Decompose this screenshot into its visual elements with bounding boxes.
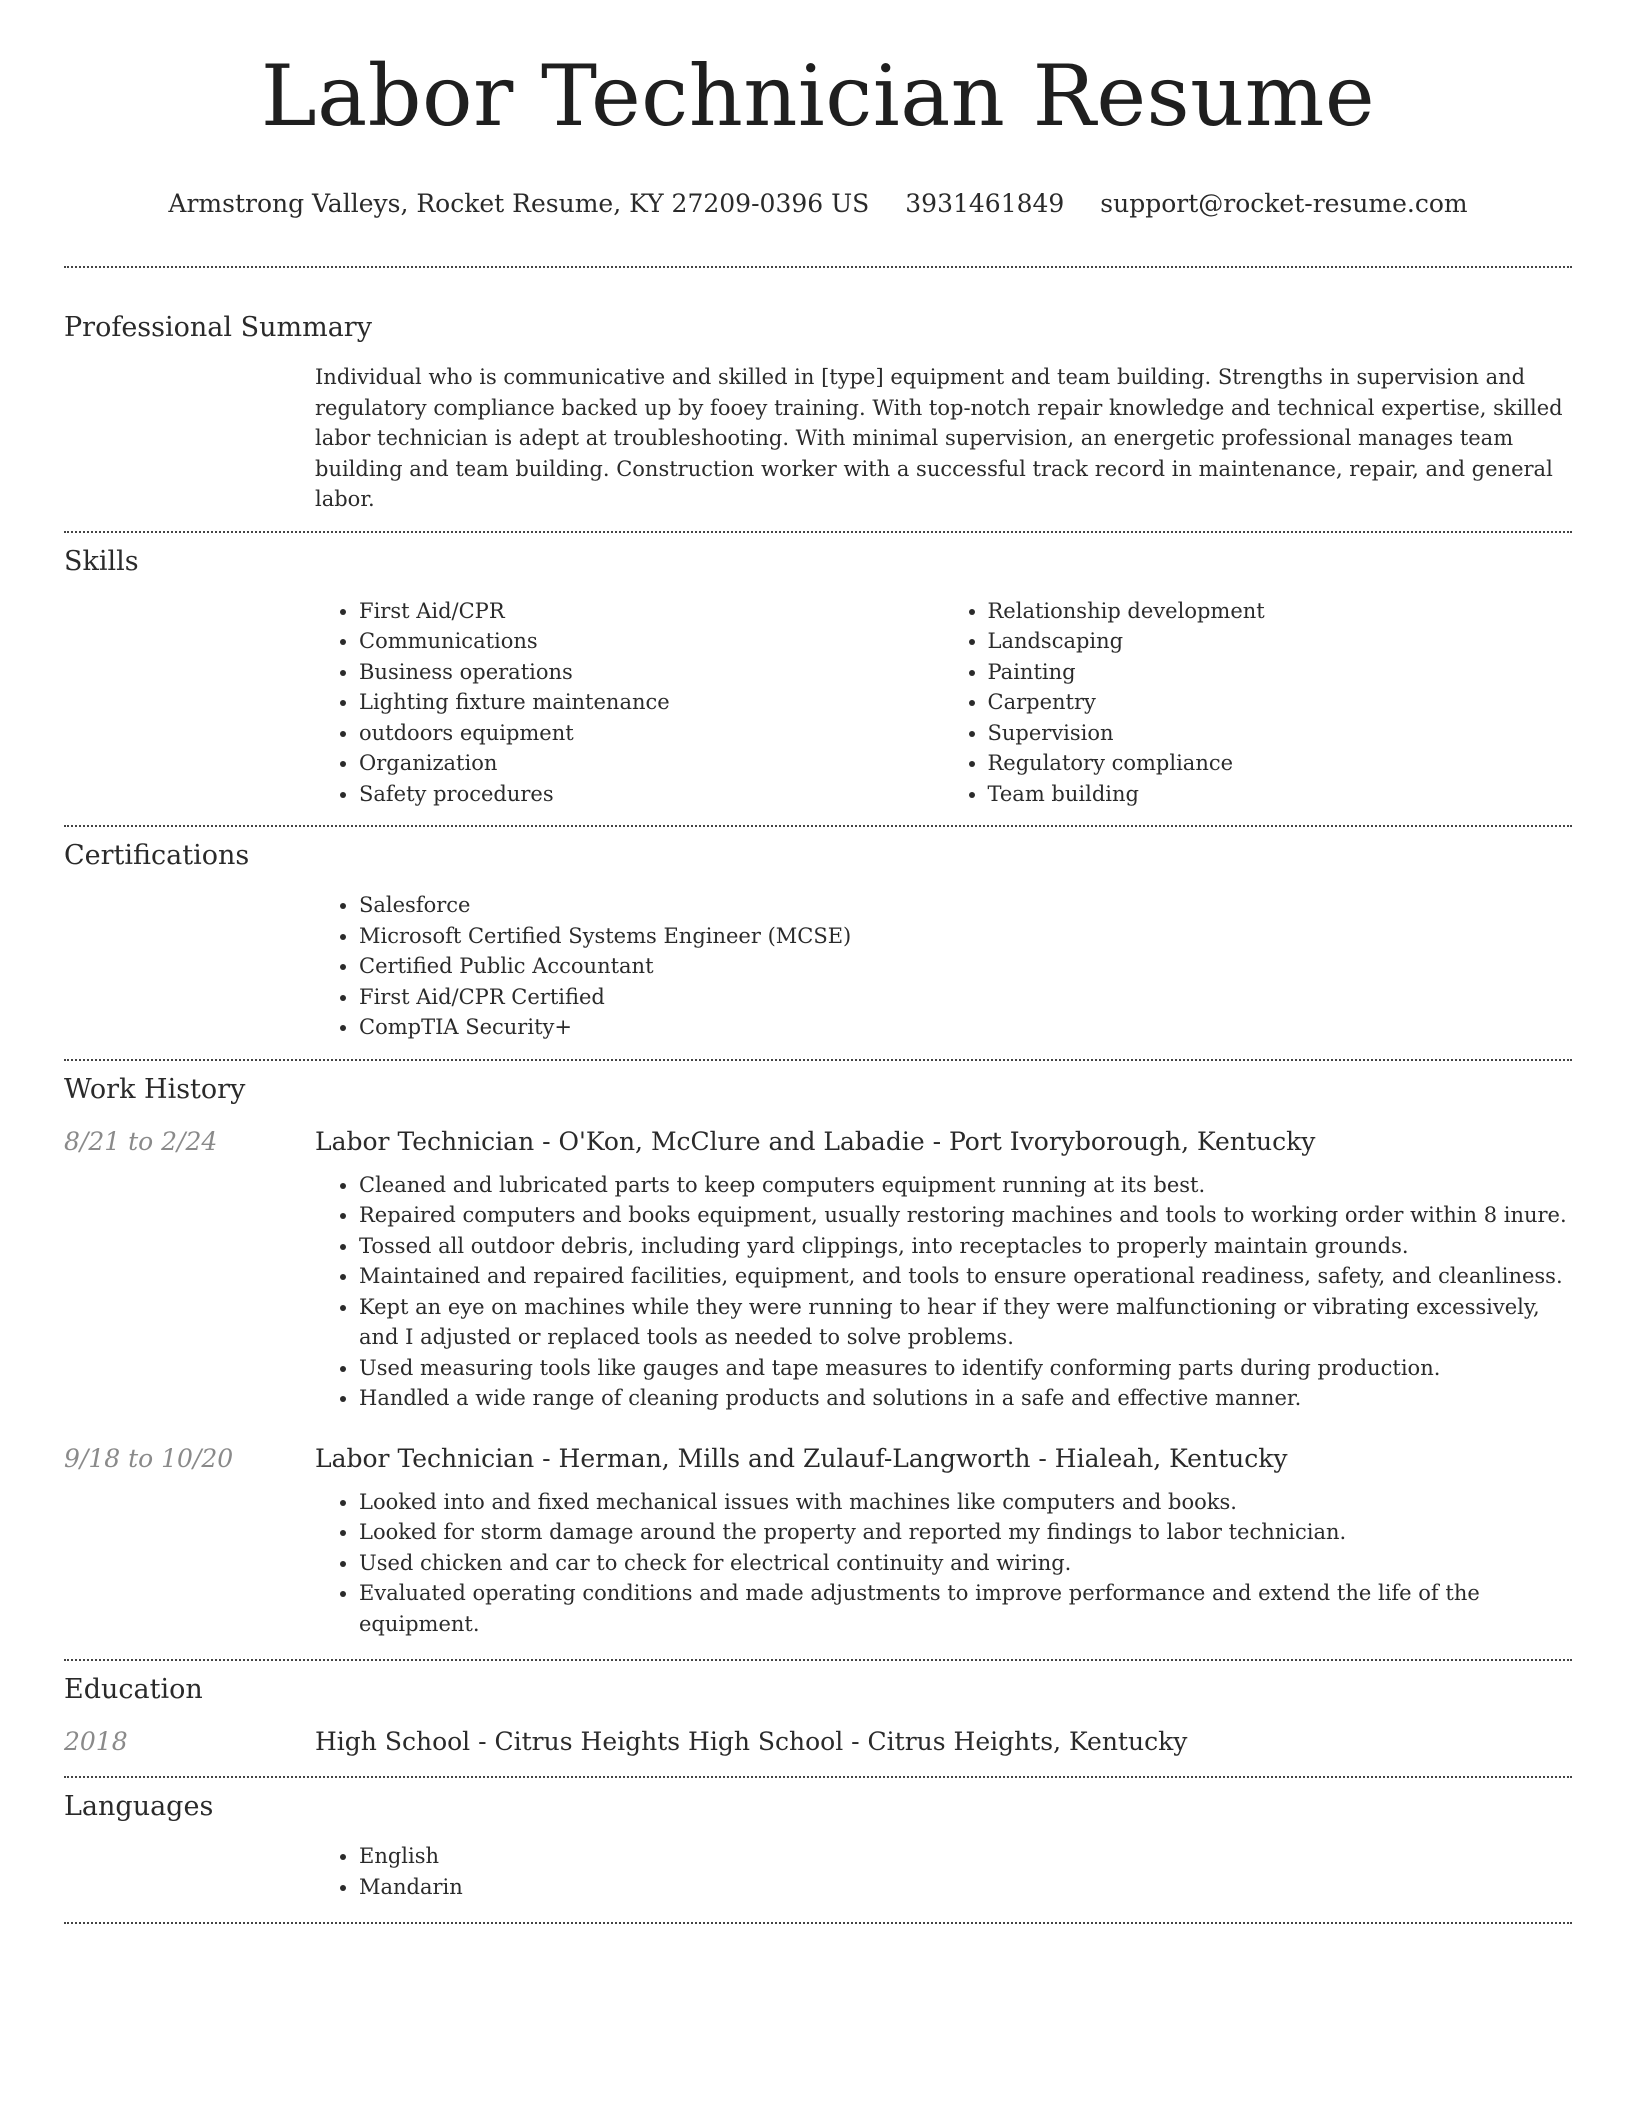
- contact-address: Armstrong Valleys, Rocket Resume, KY 27209-0396 US: [168, 189, 870, 218]
- divider: [64, 1776, 1572, 1778]
- job-title: Labor Technician - Herman, Mills and Zulauf-Langworth - Hialeah, Kentucky: [315, 1443, 1288, 1473]
- certification-item: • CompTIA Security+: [359, 1012, 1572, 1043]
- summary-text: Individual who is communicative and skilled in [type] equipment and team building. Strengths in supervision and regulatory compliance backed up by fooey training. With top-notch repair knowledge and technical expertise, skilled labor technician is adept at troubleshooting. With minimal supervision, an energetic professional manages team building and team building. Construction worker with a successful track record in maintenance, repair, and general labor.: [315, 365, 1563, 511]
- skill-item: • Business operations: [359, 657, 944, 688]
- job-bullet: • Kept an eye on machines while they were running to hear if they were malfunctioning or vibrating excessively, and I adjusted or replaced tools as needed to solve problems.: [359, 1292, 1572, 1353]
- job-bullet: • Maintained and repaired facilities, equipment, and tools to ensure operational readiness, safety, and cleanliness.: [359, 1261, 1572, 1292]
- job-bullet: • Looked for storm damage around the property and reported my findings to labor technician.: [359, 1517, 1572, 1548]
- skills-list-right: [944, 596, 1573, 810]
- certification-item: • Salesforce: [359, 890, 1572, 921]
- skill-item: • Team building: [988, 779, 1573, 810]
- job-bullet-list: [315, 1170, 1572, 1414]
- education-year: 2018: [64, 1727, 128, 1756]
- skill-item: • Carpentry: [988, 687, 1573, 718]
- divider: [64, 1922, 1572, 1924]
- divider: [64, 1059, 1572, 1061]
- education-heading: Education: [64, 1674, 203, 1705]
- job-header: [64, 1127, 1572, 1156]
- job-bullet: • Repaired computers and books equipment, usually restoring machines and tools to working order within 8 inure.: [359, 1200, 1572, 1231]
- job-bullet: • Cleaned and lubricated parts to keep computers equipment running at its best.: [359, 1170, 1572, 1201]
- summary-heading: Professional Summary: [64, 312, 372, 343]
- skill-item: • Supervision: [988, 718, 1573, 749]
- divider: [64, 825, 1572, 827]
- job-bullet: • Tossed all outdoor debris, including yard clippings, into receptacles to properly maintain grounds.: [359, 1231, 1572, 1262]
- certifications-content: [315, 890, 1572, 1043]
- job-bullet: • Handled a wide range of cleaning products and solutions in a safe and effective manner.: [359, 1383, 1572, 1414]
- summary-section: [64, 311, 1572, 515]
- summary-content: [315, 362, 1572, 515]
- language-item: • English: [359, 1841, 1572, 1872]
- job-title: Labor Technician - O'Kon, McClure and Labadie - Port Ivoryborough, Kentucky: [315, 1126, 1316, 1156]
- contact-email: support@rocket-resume.com: [1100, 189, 1468, 218]
- certification-item: • First Aid/CPR Certified: [359, 982, 1572, 1013]
- certifications-section: [64, 839, 1572, 1043]
- job-bullets: [315, 1487, 1572, 1640]
- skill-item: • Communications: [359, 626, 944, 657]
- skills-heading: Skills: [64, 545, 139, 577]
- education-title: High School - Citrus Heights High School - Citrus Heights, Kentucky: [315, 1727, 1188, 1756]
- language-item: • Mandarin: [359, 1872, 1572, 1903]
- skill-item: • Landscaping: [988, 626, 1573, 657]
- divider: [64, 1659, 1572, 1661]
- skill-item: • Painting: [988, 657, 1573, 688]
- skills-section: [64, 545, 1572, 810]
- skills-columns: [315, 596, 1572, 810]
- resume-page: [64, 0, 1572, 1924]
- job-bullet-list: [315, 1487, 1572, 1640]
- job-bullet: • Looked into and fixed mechanical issues with machines like computers and books.: [359, 1487, 1572, 1518]
- job-bullets: [315, 1170, 1572, 1414]
- education-section: [64, 1673, 1572, 1756]
- job-bullet: • Used measuring tools like gauges and tape measures to identify conforming parts during production.: [359, 1353, 1572, 1384]
- certification-item: • Certified Public Accountant: [359, 951, 1572, 982]
- job-header: [64, 1444, 1572, 1473]
- job-bullet: • Evaluated operating conditions and made adjustments to improve performance and extend the life of the equipment.: [359, 1578, 1572, 1639]
- skill-item: • Regulatory compliance: [988, 748, 1573, 779]
- languages-list: [315, 1841, 1572, 1902]
- skills-list-left: [315, 596, 944, 810]
- job-bullet: • Used chicken and car to check for electrical continuity and wiring.: [359, 1548, 1572, 1579]
- skill-item: • Organization: [359, 748, 944, 779]
- job-entry: [64, 1444, 1572, 1640]
- languages-content: [315, 1841, 1572, 1902]
- skill-item: • outdoors equipment: [359, 718, 944, 749]
- certifications-heading: Certifications: [64, 840, 250, 871]
- skill-item: • Relationship development: [988, 596, 1573, 627]
- job-dates: 9/18 to 10/20: [64, 1443, 234, 1473]
- languages-heading: Languages: [64, 1791, 214, 1822]
- divider: [64, 266, 1572, 268]
- skill-item: • First Aid/CPR: [359, 596, 944, 627]
- work-heading: Work History: [64, 1073, 246, 1105]
- job-entry: [64, 1127, 1572, 1414]
- education-entry: [64, 1727, 1572, 1756]
- page-title: Labor Technician Resume: [260, 47, 1376, 145]
- contact-phone: 3931461849: [905, 189, 1065, 218]
- job-dates: 8/21 to 2/24: [64, 1126, 218, 1156]
- divider: [64, 531, 1572, 533]
- certification-item: • Microsoft Certified Systems Engineer (MCSE): [359, 921, 1572, 952]
- certifications-list: [315, 890, 1572, 1043]
- work-section: [64, 1073, 1572, 1640]
- contact-line: [64, 186, 1572, 222]
- skill-item: • Lighting fixture maintenance: [359, 687, 944, 718]
- skill-item: • Safety procedures: [359, 779, 944, 810]
- languages-section: [64, 1790, 1572, 1902]
